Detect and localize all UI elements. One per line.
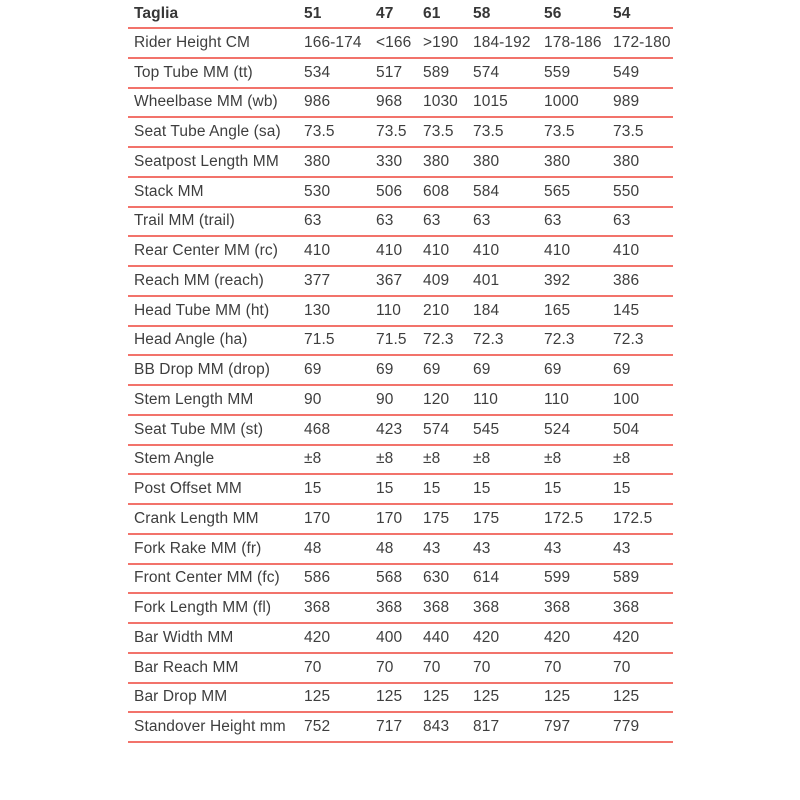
row-value: 170 [304, 509, 331, 527]
row-value: 69 [544, 361, 562, 379]
row-value: 15 [304, 480, 322, 498]
row-value: 15 [423, 480, 441, 498]
row-value: 70 [423, 658, 441, 676]
row-label: Top Tube MM (tt) [134, 63, 253, 81]
row-value: 380 [423, 152, 450, 170]
row-value: 73.5 [544, 123, 575, 141]
header-size: 54 [613, 4, 631, 22]
row-value: 368 [376, 599, 403, 617]
row-label: Standover Height mm [134, 718, 286, 736]
row-label: Seat Tube MM (st) [134, 420, 264, 438]
row-value: 184 [473, 301, 500, 319]
row-value: 125 [423, 688, 450, 706]
row-value: 90 [304, 390, 322, 408]
row-value: 125 [473, 688, 500, 706]
row-value: ±8 [473, 450, 491, 468]
table-row [128, 623, 673, 653]
row-value: 172.5 [613, 509, 653, 527]
row-label: BB Drop MM (drop) [134, 361, 271, 379]
row-value: 410 [376, 242, 403, 260]
row-value: 63 [376, 212, 394, 230]
row-value: 368 [544, 599, 571, 617]
row-label: Fork Rake MM (fr) [134, 539, 262, 557]
row-value: 63 [423, 212, 441, 230]
row-value: 70 [376, 658, 394, 676]
row-value: 100 [613, 390, 640, 408]
table-row [128, 385, 673, 415]
row-value: 125 [304, 688, 331, 706]
row-value: 110 [376, 301, 402, 319]
row-value: 423 [376, 420, 403, 438]
row-value: 72.3 [423, 331, 454, 349]
row-value: 584 [473, 182, 500, 200]
row-value: 120 [423, 390, 450, 408]
row-value: 368 [423, 599, 450, 617]
row-value: 15 [376, 480, 394, 498]
table-row [128, 236, 673, 266]
row-value: 70 [304, 658, 322, 676]
row-value: 71.5 [376, 331, 407, 349]
row-label: Wheelbase MM (wb) [134, 93, 278, 111]
row-value: 550 [613, 182, 640, 200]
table-row [128, 683, 673, 713]
row-value: 63 [544, 212, 562, 230]
row-value: 380 [304, 152, 331, 170]
row-value: 69 [613, 361, 631, 379]
row-value: 73.5 [473, 123, 504, 141]
row-value: 69 [423, 361, 441, 379]
row-value: 599 [544, 569, 571, 587]
row-value: 420 [613, 628, 640, 646]
row-value: 380 [544, 152, 571, 170]
row-value: 367 [376, 271, 403, 289]
row-value: 377 [304, 271, 331, 289]
row-value: 71.5 [304, 331, 335, 349]
table-row [128, 593, 673, 623]
row-value: 1030 [423, 93, 458, 111]
row-value: 145 [613, 301, 640, 319]
row-value: 630 [423, 569, 450, 587]
row-value: 70 [544, 658, 562, 676]
row-value: 69 [376, 361, 394, 379]
row-value: 125 [376, 688, 403, 706]
table-row [128, 177, 673, 207]
row-value: 72.3 [473, 331, 504, 349]
row-value: 165 [544, 301, 571, 319]
row-label: Post Offset MM [134, 480, 242, 498]
row-label: Bar Width MM [134, 628, 234, 646]
row-value: <166 [376, 33, 412, 51]
row-value: 69 [304, 361, 322, 379]
row-value: 989 [613, 93, 640, 111]
row-value: 589 [423, 63, 450, 81]
row-value: 125 [613, 688, 640, 706]
row-value: 589 [613, 569, 640, 587]
row-value: 517 [376, 63, 403, 81]
row-value: 717 [376, 718, 403, 736]
row-value: 368 [304, 599, 331, 617]
row-value: 368 [473, 599, 500, 617]
row-value: 530 [304, 182, 331, 200]
table-row [128, 415, 673, 445]
row-value: 178-186 [544, 33, 602, 51]
row-value: 410 [304, 242, 331, 260]
row-value: 401 [473, 271, 500, 289]
row-label: Front Center MM (fc) [134, 569, 280, 587]
row-value: 410 [544, 242, 571, 260]
table-row [128, 28, 673, 58]
header-size: 56 [544, 4, 562, 22]
row-value: 568 [376, 569, 403, 587]
row-value: 172.5 [544, 509, 584, 527]
row-value: 386 [613, 271, 640, 289]
row-value: 90 [376, 390, 394, 408]
row-value: 817 [473, 718, 500, 736]
table-row [128, 504, 673, 534]
row-value: 506 [376, 182, 403, 200]
table-body [128, 28, 673, 742]
row-value: 400 [376, 628, 403, 646]
table-row [128, 564, 673, 594]
row-label: Head Angle (ha) [134, 331, 248, 349]
row-value: 524 [544, 420, 571, 438]
row-value: 72.3 [613, 331, 644, 349]
row-value: 986 [304, 93, 331, 111]
row-value: 63 [473, 212, 491, 230]
row-value: 574 [423, 420, 450, 438]
row-label: Bar Reach MM [134, 658, 239, 676]
row-value: 504 [613, 420, 640, 438]
row-value: 586 [304, 569, 331, 587]
row-value: 170 [376, 509, 403, 527]
row-value: 380 [473, 152, 500, 170]
row-value: 779 [613, 718, 640, 736]
row-value: 110 [544, 390, 570, 408]
row-value: 330 [376, 152, 403, 170]
row-value: 15 [613, 480, 631, 498]
row-value: 72.3 [544, 331, 575, 349]
row-value: 752 [304, 718, 331, 736]
row-label: Seatpost Length MM [134, 152, 279, 170]
row-value: 70 [473, 658, 491, 676]
row-label: Stem Length MM [134, 390, 254, 408]
row-value: 410 [613, 242, 640, 260]
row-value: 420 [304, 628, 331, 646]
row-label: Stack MM [134, 182, 204, 200]
table-row [128, 712, 673, 742]
row-value: 125 [544, 688, 571, 706]
table-header-row [128, 0, 673, 28]
row-value: 392 [544, 271, 571, 289]
row-value: 48 [376, 539, 394, 557]
table-row [128, 445, 673, 475]
row-label: Rear Center MM (rc) [134, 242, 278, 260]
table-row [128, 296, 673, 326]
row-value: 166-174 [304, 33, 362, 51]
row-value: 184-192 [473, 33, 531, 51]
row-label: Trail MM (trail) [134, 212, 235, 230]
header-size: 61 [423, 4, 441, 22]
row-value: 614 [473, 569, 500, 587]
row-value: 1015 [473, 93, 508, 111]
row-value: 43 [544, 539, 562, 557]
row-value: 15 [473, 480, 491, 498]
row-value: 110 [473, 390, 499, 408]
row-value: 545 [473, 420, 500, 438]
row-value: 43 [423, 539, 441, 557]
table-row [128, 326, 673, 356]
row-value: 380 [613, 152, 640, 170]
row-value: ±8 [376, 450, 394, 468]
row-value: ±8 [613, 450, 631, 468]
table-row [128, 474, 673, 504]
row-label: Crank Length MM [134, 509, 259, 527]
table-row [128, 653, 673, 683]
table-row [128, 266, 673, 296]
row-label: Seat Tube Angle (sa) [134, 123, 281, 141]
table-row [128, 207, 673, 237]
row-value: >190 [423, 33, 459, 51]
row-label: Stem Angle [134, 450, 215, 468]
row-value: 175 [423, 509, 450, 527]
row-value: 175 [473, 509, 500, 527]
row-value: 48 [304, 539, 322, 557]
row-value: 172-180 [613, 33, 671, 51]
row-label: Rider Height CM [134, 33, 251, 51]
row-value: 468 [304, 420, 331, 438]
table-row [128, 147, 673, 177]
row-label: Reach MM (reach) [134, 271, 264, 289]
table-row [128, 534, 673, 564]
row-label: Head Tube MM (ht) [134, 301, 270, 319]
geometry-table [128, 0, 673, 743]
header-size: 47 [376, 4, 394, 22]
row-value: 843 [423, 718, 450, 736]
row-value: 534 [304, 63, 331, 81]
header-size: 58 [473, 4, 491, 22]
table-row [128, 117, 673, 147]
row-value: 420 [544, 628, 571, 646]
header-size: 51 [304, 4, 322, 22]
row-value: 43 [473, 539, 491, 557]
row-value: ±8 [423, 450, 441, 468]
row-value: 559 [544, 63, 571, 81]
row-value: 1000 [544, 93, 579, 111]
table-row [128, 88, 673, 118]
table-row [128, 355, 673, 385]
header-label: Taglia [134, 4, 179, 22]
row-label: Bar Drop MM [134, 688, 228, 706]
row-value: 73.5 [376, 123, 407, 141]
row-value: 409 [423, 271, 450, 289]
row-label: Fork Length MM (fl) [134, 599, 272, 617]
row-value: 130 [304, 301, 331, 319]
row-value: 968 [376, 93, 403, 111]
row-value: 15 [544, 480, 562, 498]
row-value: 574 [473, 63, 500, 81]
row-value: 210 [423, 301, 450, 319]
row-value: 63 [613, 212, 631, 230]
row-value: 549 [613, 63, 640, 81]
row-value: 440 [423, 628, 450, 646]
row-value: 43 [613, 539, 631, 557]
row-value: ±8 [544, 450, 562, 468]
row-value: 797 [544, 718, 571, 736]
row-value: 608 [423, 182, 450, 200]
row-value: 420 [473, 628, 500, 646]
row-value: 63 [304, 212, 322, 230]
row-value: 73.5 [304, 123, 335, 141]
row-value: 69 [473, 361, 491, 379]
row-value: ±8 [304, 450, 322, 468]
row-value: 410 [473, 242, 500, 260]
table-row [128, 58, 673, 88]
row-value: 368 [613, 599, 640, 617]
row-value: 70 [613, 658, 631, 676]
row-value: 73.5 [423, 123, 454, 141]
row-value: 565 [544, 182, 571, 200]
row-value: 410 [423, 242, 450, 260]
row-value: 73.5 [613, 123, 644, 141]
